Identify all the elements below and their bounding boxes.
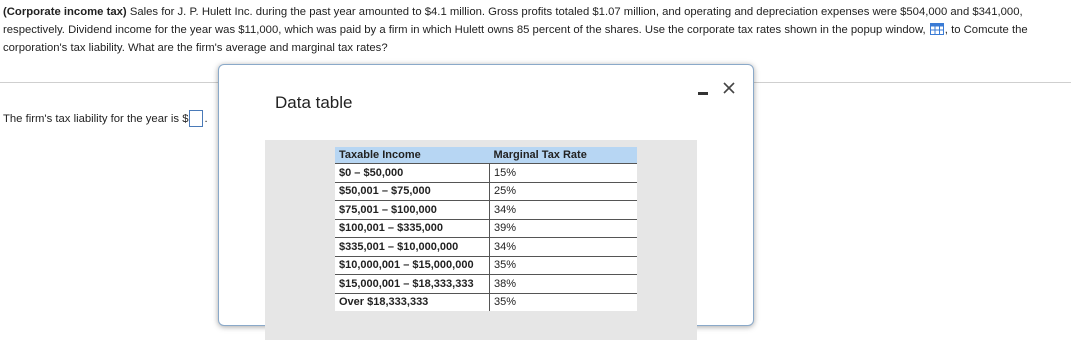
table-row bbox=[335, 256, 637, 275]
marginal-rate-cell: 34% bbox=[490, 201, 638, 220]
taxable-income-cell: $50,001 – $75,000 bbox=[335, 182, 490, 201]
marginal-rate-cell: 25% bbox=[490, 182, 638, 201]
table-row bbox=[335, 275, 637, 294]
marginal-rate-cell: 38% bbox=[490, 275, 638, 294]
marginal-rate-cell: 35% bbox=[490, 293, 638, 311]
table-row bbox=[335, 238, 637, 257]
taxable-income-cell: $75,001 – $100,000 bbox=[335, 201, 490, 220]
marginal-rate-cell: 15% bbox=[490, 164, 638, 183]
popup-title: Data table bbox=[275, 93, 353, 112]
table-header-row bbox=[335, 147, 637, 164]
question-label: (Corporate income tax) bbox=[3, 6, 127, 18]
tax-rate-table bbox=[335, 147, 637, 311]
marginal-rate-cell: 39% bbox=[490, 219, 638, 238]
taxable-income-cell: $100,001 – $335,000 bbox=[335, 219, 490, 238]
data-table-popup bbox=[218, 64, 754, 326]
table-row bbox=[335, 201, 637, 220]
table-panel bbox=[265, 140, 697, 340]
column-header-marginal-tax-rate: Marginal Tax Rate bbox=[490, 147, 638, 164]
marginal-rate-cell: 34% bbox=[490, 238, 638, 257]
answer-row bbox=[3, 110, 208, 127]
table-row bbox=[335, 164, 637, 183]
taxable-income-cell: Over $18,333,333 bbox=[335, 293, 490, 311]
minimize-icon[interactable] bbox=[698, 88, 710, 98]
table-row bbox=[335, 219, 637, 238]
answer-prompt: The firm's tax liability for the year is $ bbox=[3, 112, 189, 125]
question-body: Sales for J. P. Hulett Inc. during the past year amounted to $4.1 million. Gross profits totaled $1.07 million, and operating and depreciation expenses were $504,000 and $341,000, respectively. Dividend income for the year was $11,000, which was paid by a firm in which Hulett owns 85 percent of the shares. Use the corporate tax rates shown in the popup window, bbox=[3, 6, 1023, 36]
table-row bbox=[335, 293, 637, 311]
question-body-end: , to Comcute the corporation's tax liability. What are the firm's average and marginal tax rates? bbox=[3, 24, 1028, 54]
column-header-taxable-income: Taxable Income bbox=[335, 147, 490, 164]
taxable-income-cell: $335,001 – $10,000,000 bbox=[335, 238, 490, 257]
marginal-rate-cell: 35% bbox=[490, 256, 638, 275]
question-text bbox=[3, 3, 1065, 57]
answer-suffix: . bbox=[204, 112, 208, 125]
table-icon[interactable] bbox=[930, 23, 944, 35]
table-row bbox=[335, 182, 637, 201]
taxable-income-cell: $15,000,001 – $18,333,333 bbox=[335, 275, 490, 294]
taxable-income-cell: $10,000,001 – $15,000,000 bbox=[335, 256, 490, 275]
taxable-income-cell: $0 – $50,000 bbox=[335, 164, 490, 183]
close-icon[interactable] bbox=[721, 80, 737, 96]
tax-liability-input[interactable] bbox=[189, 110, 203, 127]
